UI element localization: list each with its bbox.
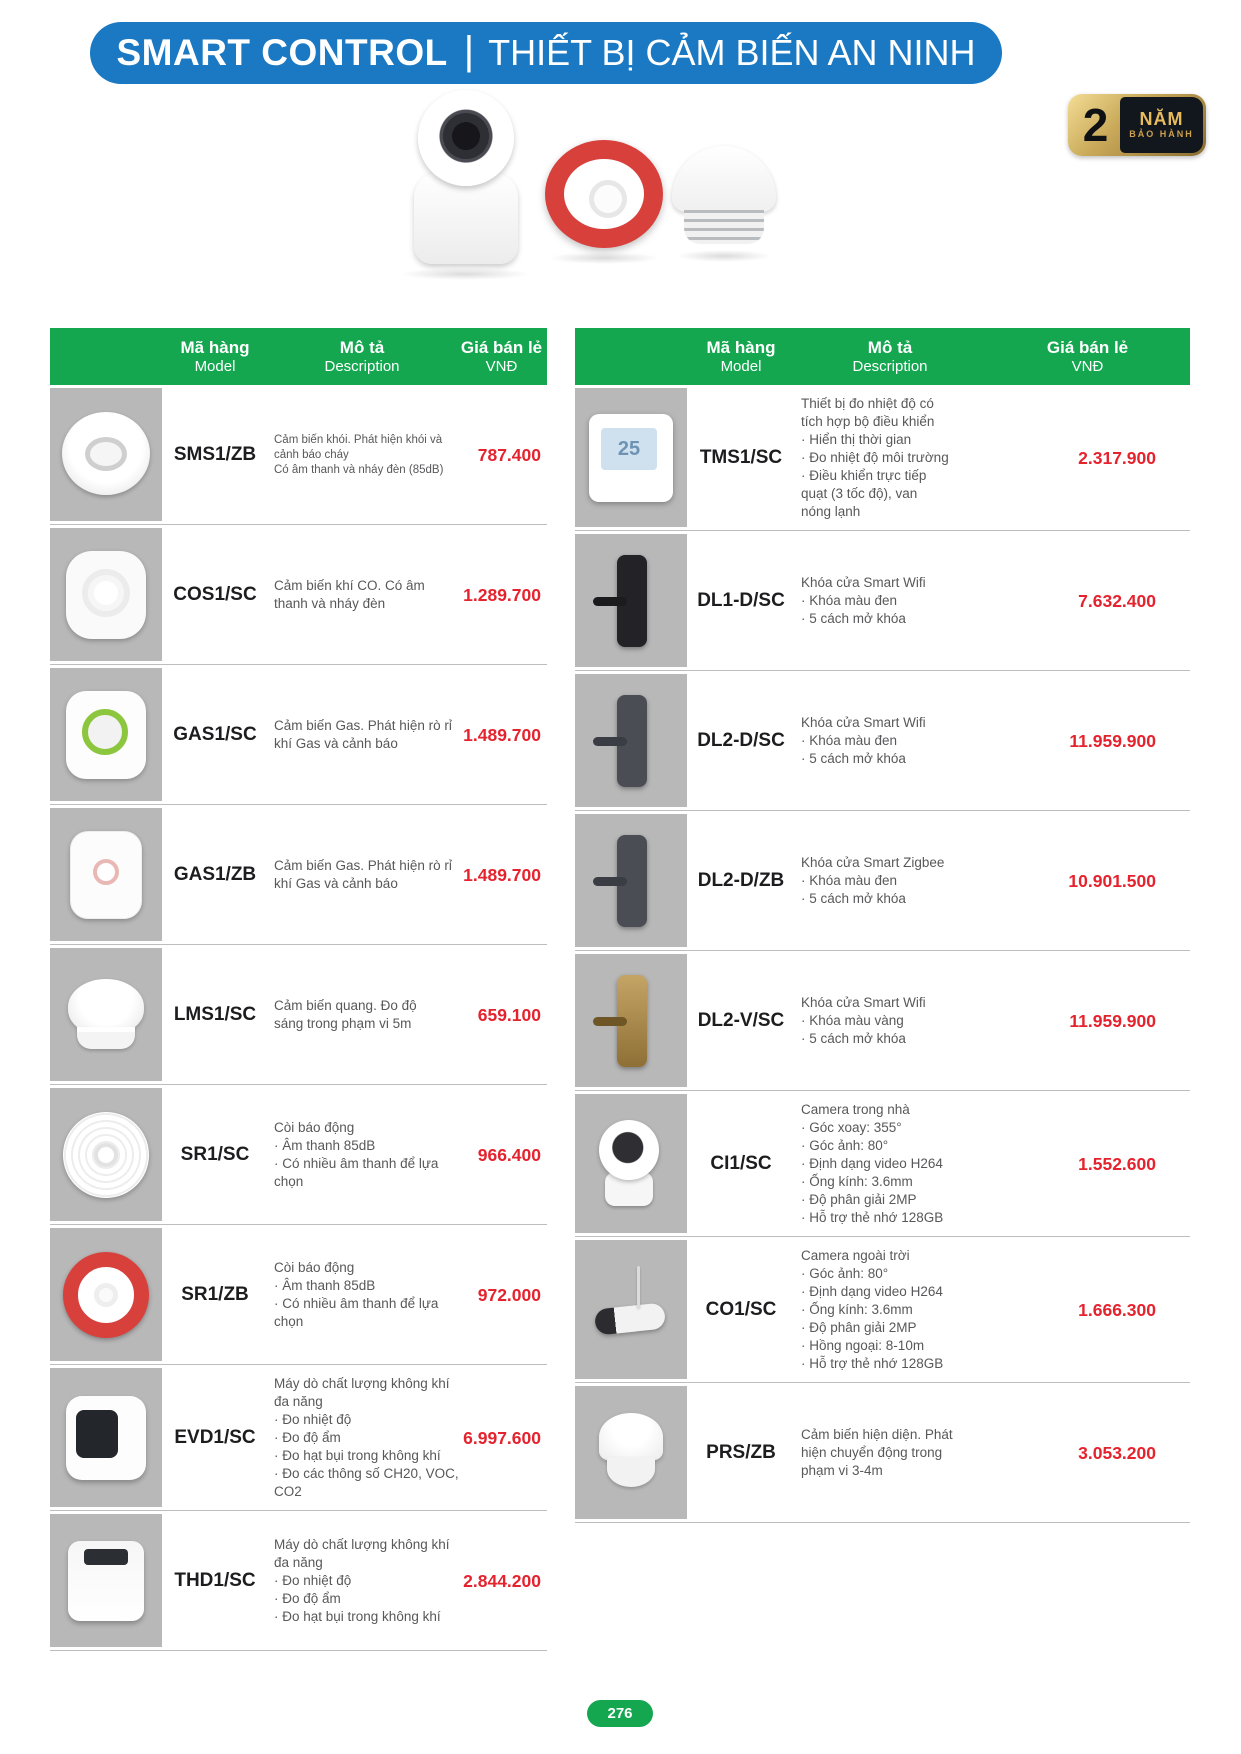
header-price-column: Giá bán lẻ VNĐ bbox=[1046, 337, 1129, 375]
table-row bbox=[575, 385, 1190, 531]
description-line: · 5 cách mở khóa bbox=[801, 891, 906, 906]
product-price: 2.317.900 bbox=[1078, 447, 1156, 468]
product-model: TMS1/SC bbox=[699, 447, 783, 468]
product-model-cell bbox=[687, 951, 795, 1091]
description-line: khí Gas và cảnh báo bbox=[274, 876, 398, 891]
product-image bbox=[60, 1392, 152, 1484]
product-model-cell bbox=[162, 1365, 268, 1511]
header-image-column bbox=[50, 328, 162, 385]
description-line: nóng lạnh bbox=[801, 504, 861, 519]
header-image-column bbox=[575, 328, 687, 385]
product-image bbox=[585, 975, 677, 1067]
product-image bbox=[585, 1407, 677, 1499]
description-line: · 5 cách mở khóa bbox=[801, 751, 906, 766]
table-row bbox=[50, 945, 547, 1085]
table-row bbox=[50, 525, 547, 665]
description-line: chọn bbox=[274, 1174, 304, 1189]
description-line: · Âm thanh 85dB bbox=[274, 1278, 376, 1293]
description-line: · Đo nhiệt độ môi trường bbox=[801, 450, 949, 465]
product-image bbox=[60, 549, 152, 641]
product-image-cell bbox=[50, 525, 162, 665]
product-image bbox=[60, 969, 152, 1061]
product-description bbox=[795, 385, 985, 531]
product-image-cell bbox=[575, 1091, 687, 1237]
product-model: SR1/SC bbox=[180, 1144, 250, 1165]
product-model: DL2-V/SC bbox=[697, 1010, 785, 1031]
product-model-cell bbox=[162, 1085, 268, 1225]
description-line: quạt (3 tốc độ), van bbox=[801, 486, 918, 501]
product-image-cell bbox=[50, 665, 162, 805]
description-line: Cảm biến Gas. Phát hiện rò rỉ bbox=[274, 858, 452, 873]
description-line: Cảm biến Gas. Phát hiện rò rỉ bbox=[274, 718, 452, 733]
product-price: 966.400 bbox=[477, 1144, 541, 1165]
description-line: · Hồng ngoại: 8-10m bbox=[801, 1338, 925, 1353]
product-description bbox=[795, 1091, 985, 1237]
product-price-cell bbox=[985, 671, 1190, 811]
description-line: · Góc ảnh: 80° bbox=[801, 1266, 889, 1281]
page-title bbox=[90, 22, 1002, 84]
description-line: đa năng bbox=[274, 1555, 323, 1570]
header-model-column: Mã hàng Model bbox=[180, 337, 250, 375]
product-description bbox=[268, 1225, 456, 1365]
product-model-cell bbox=[162, 805, 268, 945]
description-line: Khóa cửa Smart Wifi bbox=[801, 995, 926, 1010]
product-price: 972.000 bbox=[477, 1284, 541, 1305]
product-price-cell bbox=[985, 1383, 1190, 1523]
product-model-cell bbox=[162, 525, 268, 665]
product-price: 1.489.700 bbox=[463, 724, 541, 745]
product-price: 11.959.900 bbox=[1069, 730, 1156, 751]
description-line: thanh và nháy đèn bbox=[274, 596, 386, 611]
product-price-cell bbox=[456, 1511, 547, 1651]
right-table-header bbox=[575, 328, 1190, 385]
description-line: phạm vi 3-4m bbox=[801, 1463, 883, 1478]
product-description bbox=[268, 1511, 456, 1651]
product-price-cell bbox=[985, 531, 1190, 671]
description-line: · Đo các thông số CH20, VOC, bbox=[274, 1466, 459, 1481]
product-model: THD1/SC bbox=[174, 1570, 256, 1591]
product-model-cell bbox=[687, 671, 795, 811]
warranty-unit: NĂM bbox=[1139, 108, 1184, 129]
product-price: 1.552.600 bbox=[1078, 1153, 1156, 1174]
product-price-cell bbox=[456, 805, 547, 945]
left-product-table bbox=[50, 328, 547, 1651]
description-line: · Ống kính: 3.6mm bbox=[801, 1302, 913, 1317]
header-description-column: Mô tả Description bbox=[324, 337, 400, 375]
description-line: · Độ phân giải 2MP bbox=[801, 1320, 917, 1335]
product-price-cell bbox=[456, 1085, 547, 1225]
product-model: GAS1/ZB bbox=[173, 864, 257, 885]
product-model: SR1/ZB bbox=[181, 1284, 249, 1305]
product-price: 1.666.300 bbox=[1078, 1299, 1156, 1320]
page-number-badge: 276 bbox=[587, 1700, 653, 1727]
product-price-cell bbox=[456, 945, 547, 1085]
table-row bbox=[50, 805, 547, 945]
description-line: · Đo nhiệt độ bbox=[274, 1573, 352, 1588]
product-image bbox=[60, 1109, 152, 1201]
smoke-detector-photo bbox=[672, 146, 776, 250]
product-model: PRS/ZB bbox=[706, 1442, 776, 1463]
warranty-label: BẢO HÀNH bbox=[1129, 129, 1194, 140]
product-model-cell bbox=[687, 1091, 795, 1237]
left-table-rows bbox=[50, 385, 547, 1651]
table-row bbox=[50, 1365, 547, 1511]
product-model: COS1/SC bbox=[173, 584, 257, 605]
product-image-cell bbox=[50, 945, 162, 1085]
product-model-cell bbox=[687, 531, 795, 671]
product-image-cell bbox=[50, 1085, 162, 1225]
description-line: · Góc ảnh: 80° bbox=[801, 1138, 889, 1153]
indoor-camera-photo bbox=[396, 90, 536, 272]
product-image bbox=[60, 409, 152, 501]
product-model: CO1/SC bbox=[705, 1299, 777, 1320]
product-description bbox=[795, 811, 985, 951]
product-description bbox=[268, 385, 456, 525]
description-line: · Hỗ trợ thẻ nhớ 128GB bbox=[801, 1356, 944, 1371]
product-image-cell bbox=[575, 811, 687, 951]
product-image-cell bbox=[575, 385, 687, 531]
product-description bbox=[268, 945, 456, 1085]
product-price-cell bbox=[985, 1237, 1190, 1383]
table-row bbox=[575, 811, 1190, 951]
product-model-cell bbox=[162, 665, 268, 805]
description-line: · Góc xoay: 355° bbox=[801, 1120, 902, 1135]
product-image bbox=[60, 689, 152, 781]
siren-reflection bbox=[548, 252, 660, 264]
product-image-cell bbox=[575, 951, 687, 1091]
description-line: cảnh báo cháy bbox=[274, 448, 349, 461]
page-title-category: THIẾT BỊ CẢM BIẾN AN NINH bbox=[488, 32, 976, 73]
description-line: · Hỗ trợ thẻ nhớ 128GB bbox=[801, 1210, 944, 1225]
product-image-cell bbox=[50, 1365, 162, 1511]
product-image-cell bbox=[50, 1511, 162, 1651]
product-price-cell bbox=[456, 1365, 547, 1511]
product-description bbox=[795, 1383, 985, 1523]
description-line: Máy dò chất lượng không khí bbox=[274, 1537, 450, 1552]
product-model: DL2-D/SC bbox=[697, 730, 785, 751]
description-line: tích hợp bộ điều khiển bbox=[801, 414, 935, 429]
header-model-column: Mã hàng Model bbox=[706, 337, 776, 375]
description-line: Khóa cửa Smart Wifi bbox=[801, 715, 926, 730]
product-price-cell bbox=[456, 525, 547, 665]
product-description bbox=[268, 805, 456, 945]
product-description bbox=[795, 671, 985, 811]
product-image bbox=[585, 1118, 677, 1210]
description-line: · Điều khiển trực tiếp bbox=[801, 468, 927, 483]
product-description bbox=[268, 525, 456, 665]
description-line: · Đo hạt bụi trong không khí bbox=[274, 1448, 441, 1463]
product-price-cell bbox=[456, 385, 547, 525]
table-row bbox=[50, 665, 547, 805]
product-description bbox=[268, 1085, 456, 1225]
description-line: Cảm biến hiện diện. Phát bbox=[801, 1427, 953, 1442]
title-separator: | bbox=[463, 28, 475, 73]
product-price: 11.959.900 bbox=[1069, 1010, 1156, 1031]
table-row bbox=[50, 1225, 547, 1365]
description-line: hiện chuyển động trong bbox=[801, 1445, 943, 1460]
description-line: khí Gas và cảnh báo bbox=[274, 736, 398, 751]
product-image bbox=[60, 1535, 152, 1627]
table-row bbox=[50, 1511, 547, 1651]
description-line: sáng trong phạm vi 5m bbox=[274, 1016, 412, 1031]
product-model: DL2-D/ZB bbox=[697, 870, 785, 891]
product-image-cell bbox=[575, 531, 687, 671]
description-line: · Khóa màu đen bbox=[801, 733, 898, 748]
product-model: DL1-D/SC bbox=[697, 590, 785, 611]
table-row bbox=[575, 951, 1190, 1091]
left-table-header bbox=[50, 328, 547, 385]
description-line: · 5 cách mở khóa bbox=[801, 1031, 906, 1046]
description-line: · Hiển thị thời gian bbox=[801, 432, 912, 447]
product-description bbox=[795, 1237, 985, 1383]
table-row bbox=[50, 385, 547, 525]
product-image bbox=[60, 829, 152, 921]
product-image bbox=[60, 1249, 152, 1341]
description-line: · Âm thanh 85dB bbox=[274, 1138, 376, 1153]
table-row bbox=[50, 1085, 547, 1225]
product-image bbox=[585, 835, 677, 927]
description-line: Cảm biến quang. Đo độ bbox=[274, 998, 417, 1013]
description-line: · Đo hạt bụi trong không khí bbox=[274, 1609, 441, 1624]
product-image bbox=[585, 695, 677, 787]
right-table-rows bbox=[575, 385, 1190, 1523]
product-price-cell bbox=[985, 811, 1190, 951]
product-price-cell bbox=[456, 665, 547, 805]
product-model-cell bbox=[162, 1511, 268, 1651]
product-model-cell bbox=[162, 1225, 268, 1365]
product-price-cell bbox=[456, 1225, 547, 1365]
table-row bbox=[575, 531, 1190, 671]
product-model: CI1/SC bbox=[710, 1153, 772, 1174]
table-row bbox=[575, 1091, 1190, 1237]
description-line: Cảm biến khói. Phát hiện khói và bbox=[274, 433, 443, 446]
description-line: Khóa cửa Smart Wifi bbox=[801, 575, 926, 590]
product-model: EVD1/SC bbox=[174, 1427, 256, 1448]
product-price: 7.632.400 bbox=[1078, 590, 1156, 611]
description-line: Thiết bị đo nhiệt độ có bbox=[801, 396, 934, 411]
product-model-cell bbox=[687, 811, 795, 951]
product-model-cell bbox=[687, 385, 795, 531]
right-product-table bbox=[575, 328, 1190, 1523]
description-line: chọn bbox=[274, 1314, 304, 1329]
product-price: 3.053.200 bbox=[1078, 1442, 1156, 1463]
description-line: · Đo nhiệt độ bbox=[274, 1412, 352, 1427]
product-price: 787.400 bbox=[477, 444, 541, 465]
description-line: · Độ phân giải 2MP bbox=[801, 1192, 917, 1207]
siren-photo bbox=[545, 140, 663, 252]
product-image-cell bbox=[50, 385, 162, 525]
description-line: · Đo độ ẩm bbox=[274, 1430, 341, 1445]
product-image bbox=[585, 1264, 677, 1356]
product-price-cell bbox=[985, 385, 1190, 531]
product-description bbox=[795, 531, 985, 671]
table-row bbox=[575, 671, 1190, 811]
product-price-cell bbox=[985, 951, 1190, 1091]
camera-reflection bbox=[400, 268, 530, 280]
product-model-cell bbox=[687, 1383, 795, 1523]
product-image-cell bbox=[50, 1225, 162, 1365]
product-model: LMS1/SC bbox=[173, 1004, 257, 1025]
product-model-cell bbox=[162, 385, 268, 525]
description-line: · Có nhiều âm thanh để lựa bbox=[274, 1156, 439, 1171]
description-line: Camera trong nhà bbox=[801, 1102, 910, 1117]
description-line: · Khóa màu vàng bbox=[801, 1013, 904, 1028]
product-description bbox=[795, 951, 985, 1091]
description-line: Có âm thanh và nháy đèn (85dB) bbox=[274, 463, 444, 476]
description-line: Máy dò chất lượng không khí bbox=[274, 1376, 450, 1391]
description-line: Camera ngoài trời bbox=[801, 1248, 910, 1263]
description-line: · Ống kính: 3.6mm bbox=[801, 1174, 913, 1189]
description-line: Cảm biến khí CO. Có âm bbox=[274, 578, 425, 593]
product-price: 1.289.700 bbox=[463, 584, 541, 605]
table-row bbox=[575, 1237, 1190, 1383]
product-price: 1.489.700 bbox=[463, 864, 541, 885]
product-model-cell bbox=[687, 1237, 795, 1383]
product-model: GAS1/SC bbox=[173, 724, 257, 745]
product-price-cell bbox=[985, 1091, 1190, 1237]
description-line: · 5 cách mở khóa bbox=[801, 611, 906, 626]
warranty-badge bbox=[1068, 94, 1206, 156]
description-line: đa năng bbox=[274, 1394, 323, 1409]
description-line: Còi báo động bbox=[274, 1260, 355, 1275]
header-description-column: Mô tả Description bbox=[852, 337, 928, 375]
description-line: Còi báo động bbox=[274, 1120, 355, 1135]
product-price: 659.100 bbox=[477, 1004, 541, 1025]
description-line: · Có nhiều âm thanh để lựa bbox=[274, 1296, 439, 1311]
description-line: Khóa cửa Smart Zigbee bbox=[801, 855, 945, 870]
product-model: SMS1/ZB bbox=[173, 444, 257, 465]
description-line: · Đo độ ẩm bbox=[274, 1591, 341, 1606]
page-title-brand: SMART CONTROL bbox=[116, 32, 448, 73]
product-price: 6.997.600 bbox=[463, 1427, 541, 1448]
table-row bbox=[575, 1383, 1190, 1523]
product-image bbox=[585, 555, 677, 647]
product-description bbox=[268, 665, 456, 805]
description-line: · Định dạng video H264 bbox=[801, 1284, 943, 1299]
product-price: 10.901.500 bbox=[1068, 870, 1156, 891]
description-line: · Khóa màu đen bbox=[801, 593, 898, 608]
product-image bbox=[585, 412, 677, 504]
product-image-cell bbox=[575, 1237, 687, 1383]
description-line: · Định dạng video H264 bbox=[801, 1156, 943, 1171]
product-model-cell bbox=[162, 945, 268, 1085]
product-price: 2.844.200 bbox=[463, 1570, 541, 1591]
smoke-detector-reflection bbox=[676, 250, 772, 262]
product-image-cell bbox=[575, 671, 687, 811]
product-description bbox=[268, 1365, 459, 1511]
header-price-column: Giá bán lẻ VNĐ bbox=[460, 337, 543, 375]
warranty-years: 2 bbox=[1082, 99, 1109, 151]
description-line: CO2 bbox=[274, 1484, 302, 1499]
description-line: · Khóa màu đen bbox=[801, 873, 898, 888]
product-image-cell bbox=[50, 805, 162, 945]
product-image-cell bbox=[575, 1383, 687, 1523]
